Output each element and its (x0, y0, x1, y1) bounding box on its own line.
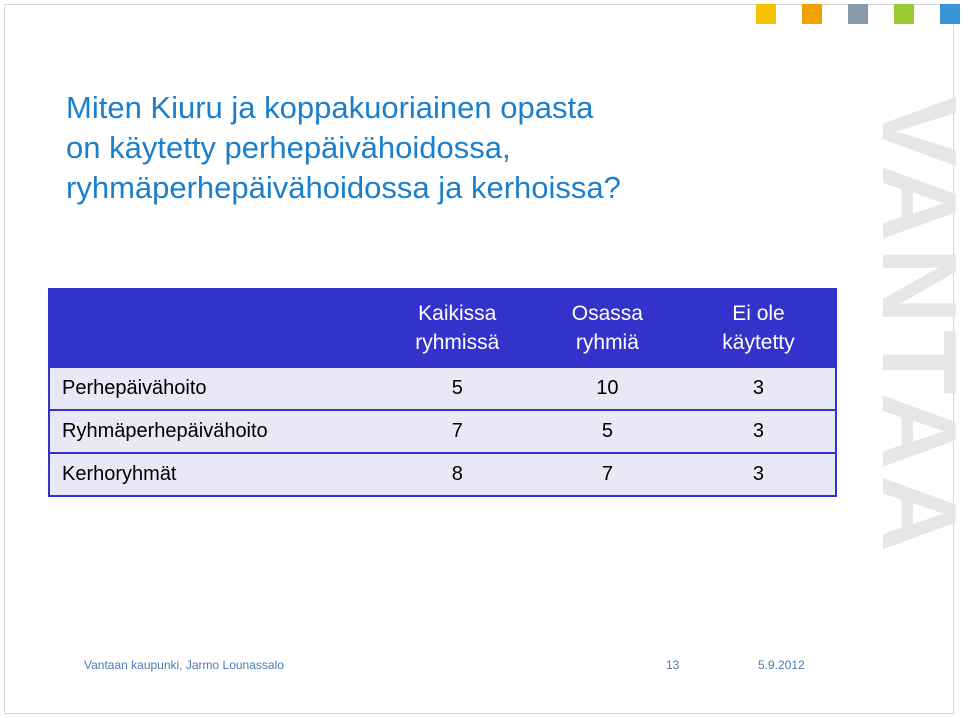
title-line: Miten Kiuru ja koppakuoriainen opasta (66, 90, 594, 125)
header-line: ryhmiä (575, 331, 639, 354)
title-line: on käytetty perhepäivähoidossa, (66, 130, 511, 165)
header-cell (533, 289, 682, 367)
table-row (49, 410, 836, 453)
table-header-row (49, 289, 836, 367)
header-line: Ei ole (732, 302, 785, 325)
cell-value: 5 (382, 367, 533, 410)
cell-value: 10 (533, 367, 682, 410)
title-line: ryhmäperhepäivähoidossa ja kerhoissa? (66, 170, 621, 205)
row-label: Perhepäivähoito (49, 367, 382, 410)
vantaa-logo-text: VANTAA (860, 96, 978, 558)
header-cell-empty (49, 289, 382, 367)
footer-date: 5.9.2012 (758, 658, 805, 672)
header-line: Osassa (571, 302, 643, 325)
usage-table (48, 288, 837, 497)
cell-value: 3 (682, 367, 836, 410)
footer-author: Vantaan kaupunki, Jarmo Lounassalo (84, 658, 284, 672)
cell-value: 3 (682, 410, 836, 453)
cell-value: 5 (533, 410, 682, 453)
cell-value: 7 (533, 453, 682, 496)
cell-value: 3 (682, 453, 836, 496)
table-row (49, 453, 836, 496)
cell-value: 8 (382, 453, 533, 496)
header-cell (382, 289, 533, 367)
color-square (756, 4, 776, 24)
row-label: Ryhmäperhepäivähoito (49, 410, 382, 453)
color-square (940, 4, 960, 24)
page-number: 13 (666, 658, 680, 672)
header-cell (682, 289, 836, 367)
header-line: Kaikissa (418, 302, 497, 325)
header-line: ryhmissä (415, 331, 500, 354)
table-row (49, 367, 836, 410)
row-label: Kerhoryhmät (49, 453, 382, 496)
header-line: käytetty (722, 331, 795, 354)
cell-value: 7 (382, 410, 533, 453)
brand-color-squares (730, 4, 960, 24)
vantaa-logo (860, 96, 978, 558)
color-square (894, 4, 914, 24)
color-square (802, 4, 822, 24)
color-square (848, 4, 868, 24)
slide-title (66, 88, 826, 208)
